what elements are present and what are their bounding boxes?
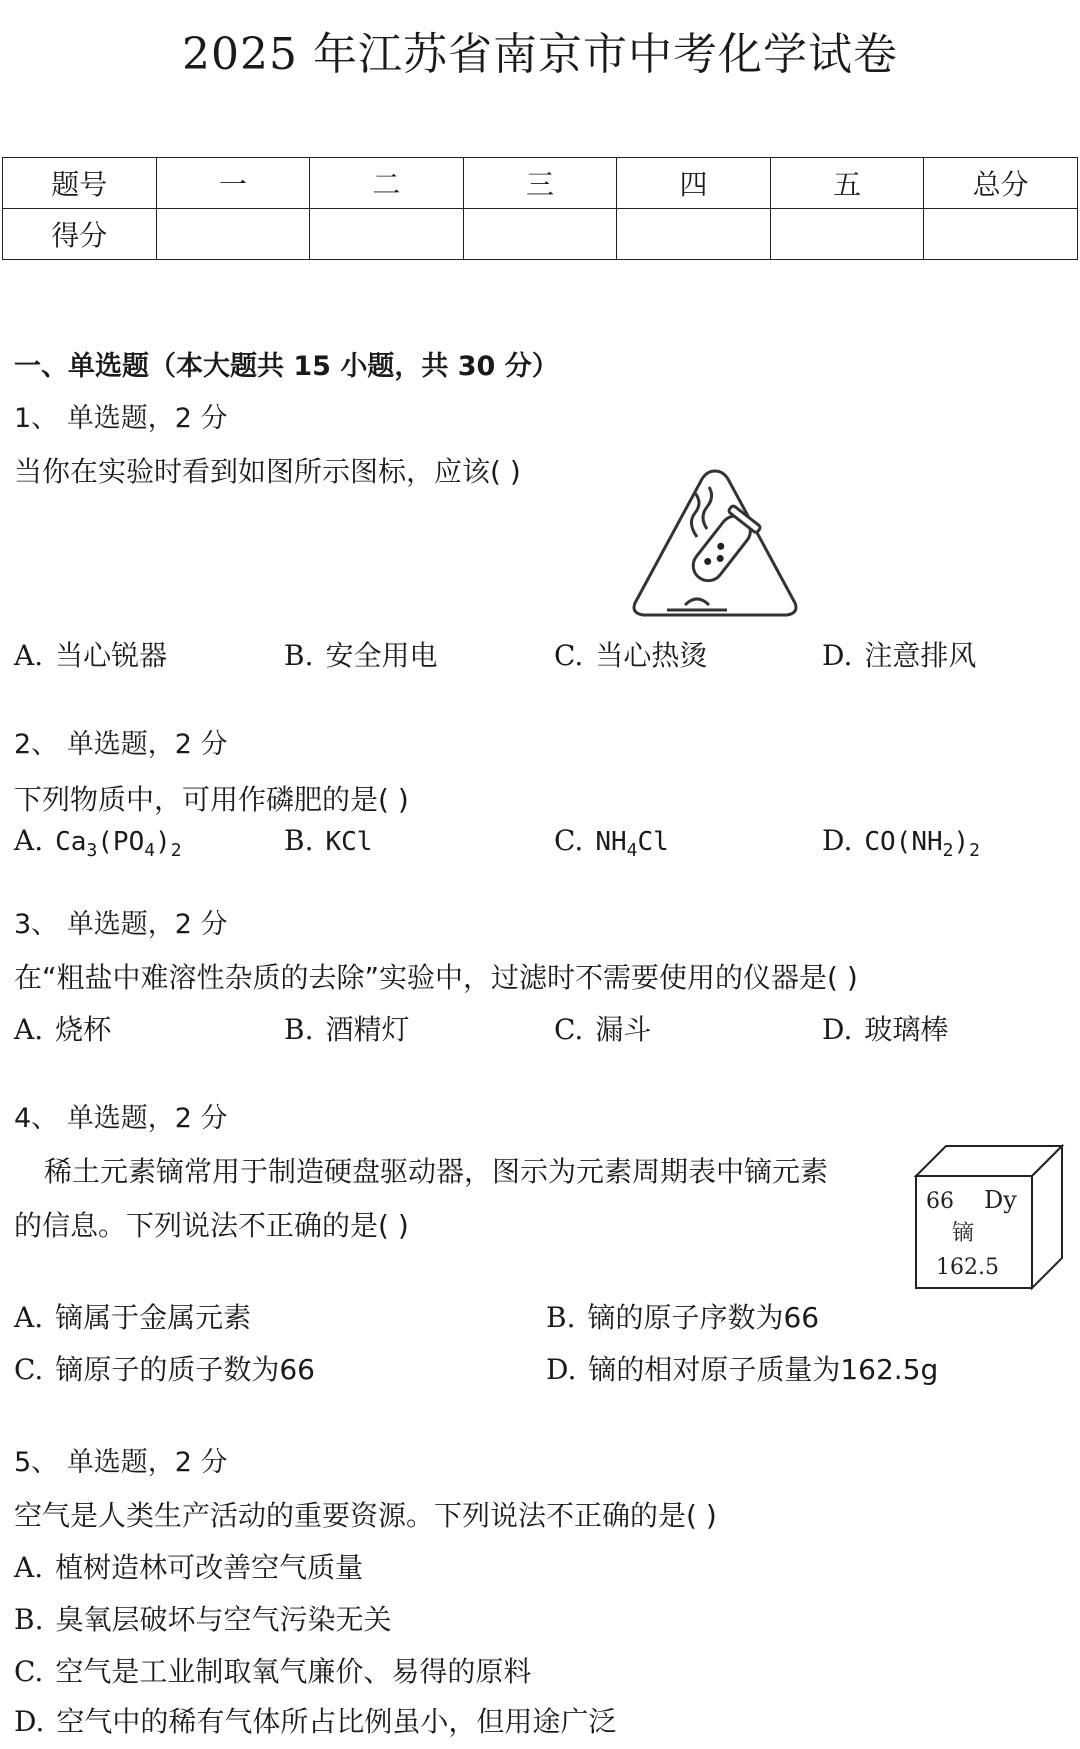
element-name: 镝 (952, 1221, 975, 1246)
score-cell[interactable] (617, 209, 771, 260)
question-2-option-b[interactable]: B. KCl (284, 824, 373, 857)
score-row-label: 得分 (3, 209, 157, 260)
element-dysprosium-cube (912, 1142, 1068, 1292)
question-5-option-d[interactable]: D. 空气中的稀有气体所占比例虽小，但用途广泛 (14, 1705, 617, 1738)
score-cell[interactable] (463, 209, 617, 260)
header-cell-total: 总分 (924, 158, 1078, 209)
header-cell-1: 一 (156, 158, 310, 209)
question-5-stem: 空气是人类生产活动的重要资源。下列说法不正确的是( ) (14, 1499, 717, 1532)
question-4-option-b[interactable]: B. 镝的原子序数为66 (546, 1301, 820, 1334)
question-5-header: 5、 单选题，2 分 (14, 1447, 228, 1478)
question-3-header: 3、 单选题，2 分 (14, 909, 228, 940)
question-3-stem: 在“粗盐中难溶性杂质的去除”实验中，过滤时不需要使用的仪器是( ) (14, 961, 858, 994)
formula-kcl: KCl (325, 827, 373, 857)
question-1-option-c[interactable]: C. 当心热烫 (554, 639, 708, 672)
header-cell-2: 二 (310, 158, 464, 209)
question-2-option-a[interactable]: A. $Ca_3(PO_4)_2$ (14, 824, 182, 862)
question-1-option-a[interactable]: A. 当心锐器 (14, 639, 168, 672)
question-2-option-d[interactable]: D. $CO(NH_2)_2$ (822, 824, 980, 862)
hot-surface-warning-icon (627, 465, 803, 621)
score-cell[interactable] (924, 209, 1078, 260)
section-heading: 一、单选题（本大题共 15 小题，共 30 分） (14, 351, 559, 382)
formula-nh4cl: $NH_4Cl$ (595, 827, 669, 862)
question-4-option-c[interactable]: C. 镝原子的质子数为66 (14, 1353, 315, 1386)
header-cell-question-no: 题号 (3, 158, 157, 209)
element-atomic-number: 66 (926, 1189, 954, 1214)
question-4-header: 4、 单选题，2 分 (14, 1103, 228, 1134)
question-4-option-d[interactable]: D. 镝的相对原子质量为162.5g (546, 1353, 939, 1386)
formula-conh22: $CO(NH_2)_2$ (864, 827, 980, 862)
element-symbol: Dy (984, 1186, 1017, 1214)
question-5-option-c[interactable]: C. 空气是工业制取氧气廉价、易得的原料 (14, 1655, 532, 1688)
question-4-option-a[interactable]: A. 镝属于金属元素 (14, 1301, 252, 1334)
score-table-header-row (3, 158, 1078, 209)
header-cell-3: 三 (463, 158, 617, 209)
question-3-option-d[interactable]: D. 玻璃棒 (822, 1013, 949, 1046)
question-3-option-a[interactable]: A. 烧杯 (14, 1013, 112, 1046)
question-1-stem: 当你在实验时看到如图所示图标，应该( ) (14, 455, 521, 488)
header-cell-4: 四 (617, 158, 771, 209)
formula-ca3po42: $Ca_3(PO_4)_2$ (55, 827, 182, 862)
question-5-option-b[interactable]: B. 臭氧层破坏与空气污染无关 (14, 1603, 392, 1636)
exam-title: 2025 年江苏省南京市中考化学试卷 (182, 29, 898, 80)
question-1-header: 1、 单选题，2 分 (14, 403, 228, 434)
question-1-option-d[interactable]: D. 注意排风 (822, 639, 977, 672)
score-cell[interactable] (156, 209, 310, 260)
question-2-header: 2、 单选题，2 分 (14, 729, 228, 760)
score-table-score-row (3, 209, 1078, 260)
question-4-stem-line1: 稀土元素镝常用于制造硬盘驱动器，图示为元素周期表中镝元素 (44, 1155, 829, 1188)
question-3-option-c[interactable]: C. 漏斗 (554, 1013, 652, 1046)
question-1-option-b[interactable]: B. 安全用电 (284, 639, 438, 672)
question-2-option-c[interactable]: C. $NH_4Cl$ (554, 824, 669, 862)
question-3-option-b[interactable]: B. 酒精灯 (284, 1013, 410, 1046)
score-table (2, 157, 1078, 260)
question-2-stem: 下列物质中，可用作磷肥的是( ) (14, 783, 409, 816)
question-4-stem-line2: 的信息。下列说法不正确的是( ) (14, 1209, 409, 1242)
header-cell-5: 五 (770, 158, 924, 209)
score-cell[interactable] (310, 209, 464, 260)
element-atomic-mass: 162.5 (936, 1255, 999, 1280)
score-cell[interactable] (770, 209, 924, 260)
question-5-option-a[interactable]: A. 植树造林可改善空气质量 (14, 1551, 364, 1584)
